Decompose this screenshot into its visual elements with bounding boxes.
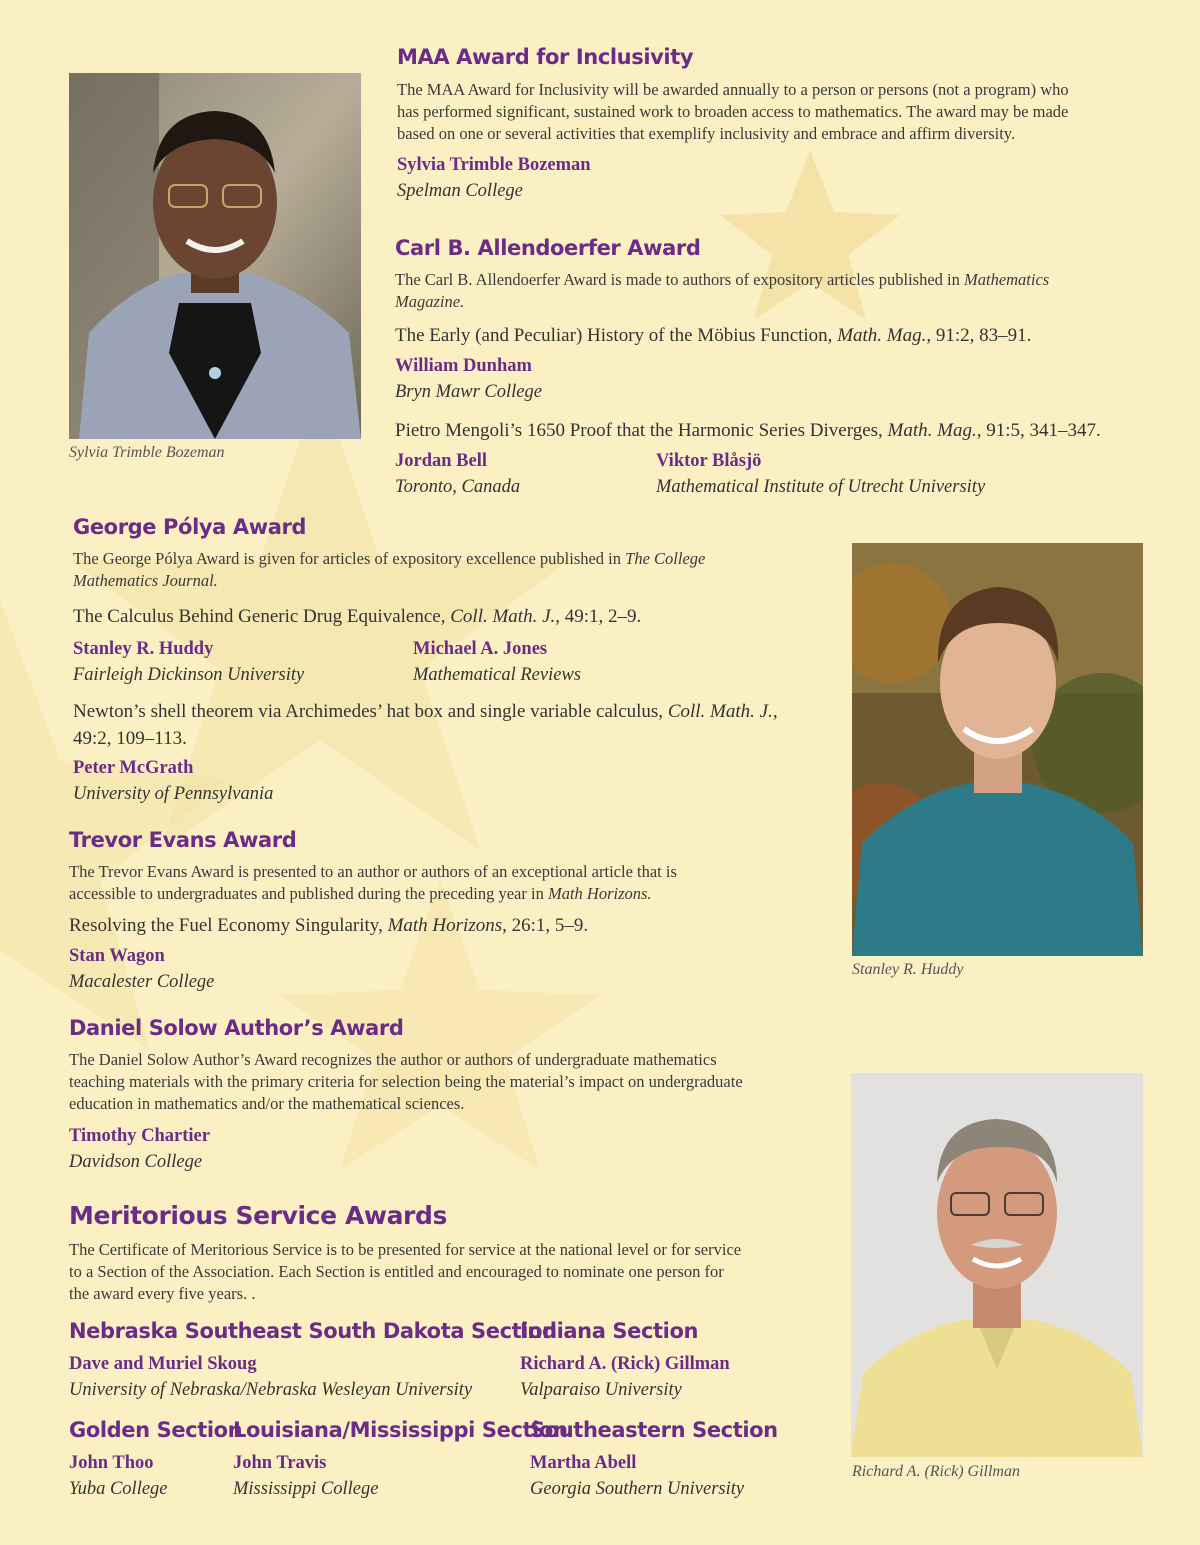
winner-affiliation: University of Nebraska/Nebraska Wesleyan University <box>69 1380 473 1400</box>
winner-affiliation: Fairleigh Dickinson University <box>73 665 305 685</box>
section-heading: Meritorious Service Awards <box>69 1201 447 1230</box>
winner-affiliation: Mathematical Institute of Utrecht University <box>656 477 986 497</box>
section-heading: Trevor Evans Award <box>69 828 297 852</box>
winner-name: Sylvia Trimble Bozeman <box>397 155 591 175</box>
award-description: The Carl B. Allendoerfer Award is made to authors of expository articles published in Mathematics Magazine. <box>395 270 1050 311</box>
paper-citation: Resolving the Fuel Economy Singularity, Math Horizons, 26:1, 5–9. <box>69 915 589 936</box>
winner-name: Michael A. Jones <box>413 639 548 659</box>
paper-citation: The Calculus Behind Generic Drug Equivalence, Coll. Math. J., 49:1, 2–9. <box>73 606 642 627</box>
winner-affiliation: Mississippi College <box>233 1479 379 1499</box>
paper-citation: Newton’s shell theorem via Archimedes’ hat box and single variable calculus, Coll. Math. J., 49:2, 109–113. <box>73 701 778 749</box>
winner-name: John Travis <box>233 1453 327 1473</box>
winner-affiliation: Davidson College <box>69 1152 203 1172</box>
winner-name: Martha Abell <box>530 1453 637 1473</box>
photo-caption: Sylvia Trimble Bozeman <box>69 444 225 461</box>
photo-caption: Stanley R. Huddy <box>852 961 964 978</box>
winner-name: John Thoo <box>69 1453 154 1473</box>
winner-name: Jordan Bell <box>395 451 487 471</box>
paper-citation: The Early (and Peculiar) History of the Möbius Function, Math. Mag., 91:2, 83–91. <box>395 325 1032 346</box>
winner-name: Richard A. (Rick) Gillman <box>520 1354 730 1374</box>
subsection-heading: Southeastern Section <box>530 1418 778 1442</box>
winner-affiliation: Yuba College <box>69 1479 168 1499</box>
subsection-heading: Golden Section <box>69 1418 243 1442</box>
award-description: The Certificate of Meritorious Service is to be presented for service at the national level or for service to a Section of the Association. Each Section is entitled and encouraged to nominate one person for the award every five years. . <box>69 1240 742 1303</box>
winner-affiliation: Valparaiso University <box>520 1380 682 1400</box>
winner-name: Stanley R. Huddy <box>73 639 214 659</box>
award-description: The Trevor Evans Award is presented to an author or authors of an exceptional article that is accessible to undergraduates and published during the preceding year in Math Horizons. <box>69 862 677 903</box>
winner-name: Peter McGrath <box>73 758 194 778</box>
winner-affiliation: Mathematical Reviews <box>413 665 581 685</box>
winner-affiliation: Toronto, Canada <box>395 477 521 497</box>
subsection-heading: Nebraska Southeast South Dakota Section <box>69 1319 557 1343</box>
photo-sylvia-bozeman <box>69 73 361 439</box>
section-heading: Carl B. Allendoerfer Award <box>395 236 701 260</box>
photo-caption: Richard A. (Rick) Gillman <box>852 1463 1020 1480</box>
winner-affiliation: University of Pennsylvania <box>73 784 274 804</box>
winner-name: Dave and Muriel Skoug <box>69 1354 257 1374</box>
photo-rick-gillman <box>851 1073 1143 1457</box>
section-heading: MAA Award for Inclusivity <box>397 45 694 69</box>
photo-stanley-huddy <box>852 543 1143 956</box>
section-heading: Daniel Solow Author’s Award <box>69 1016 404 1040</box>
award-description: The MAA Award for Inclusivity will be awarded annually to a person or persons (not a program) who has performed significant, sustained work to broaden access to mathematics. The award may be made based on one or several activities that exemplify inclusivity and embrace and affirm diversity. <box>397 80 1069 143</box>
award-description: The George Pólya Award is given for articles of expository excellence published in The College Mathematics Journal. <box>73 549 706 590</box>
paper-citation: Pietro Mengoli’s 1650 Proof that the Harmonic Series Diverges, Math. Mag., 91:5, 341–347. <box>395 420 1101 441</box>
subsection-heading: Louisiana/Mississippi Section <box>233 1418 568 1442</box>
section-heading: George Pólya Award <box>73 515 307 539</box>
winner-affiliation: Macalester College <box>69 972 215 992</box>
winner-name: Viktor Blåsjö <box>656 451 762 471</box>
winner-name: William Dunham <box>395 356 532 376</box>
award-description: The Daniel Solow Author’s Award recognizes the author or authors of undergraduate mathematics teaching materials with the primary criteria for selection being the material’s impact on undergraduate education in mathematics and/or the mathematical sciences. <box>69 1050 743 1113</box>
winner-affiliation: Bryn Mawr College <box>395 382 542 402</box>
winner-affiliation: Spelman College <box>397 181 523 201</box>
winner-affiliation: Georgia Southern University <box>530 1479 745 1499</box>
winner-name: Stan Wagon <box>69 946 165 966</box>
subsection-heading: Indiana Section <box>520 1319 699 1343</box>
winner-name: Timothy Chartier <box>69 1126 210 1146</box>
